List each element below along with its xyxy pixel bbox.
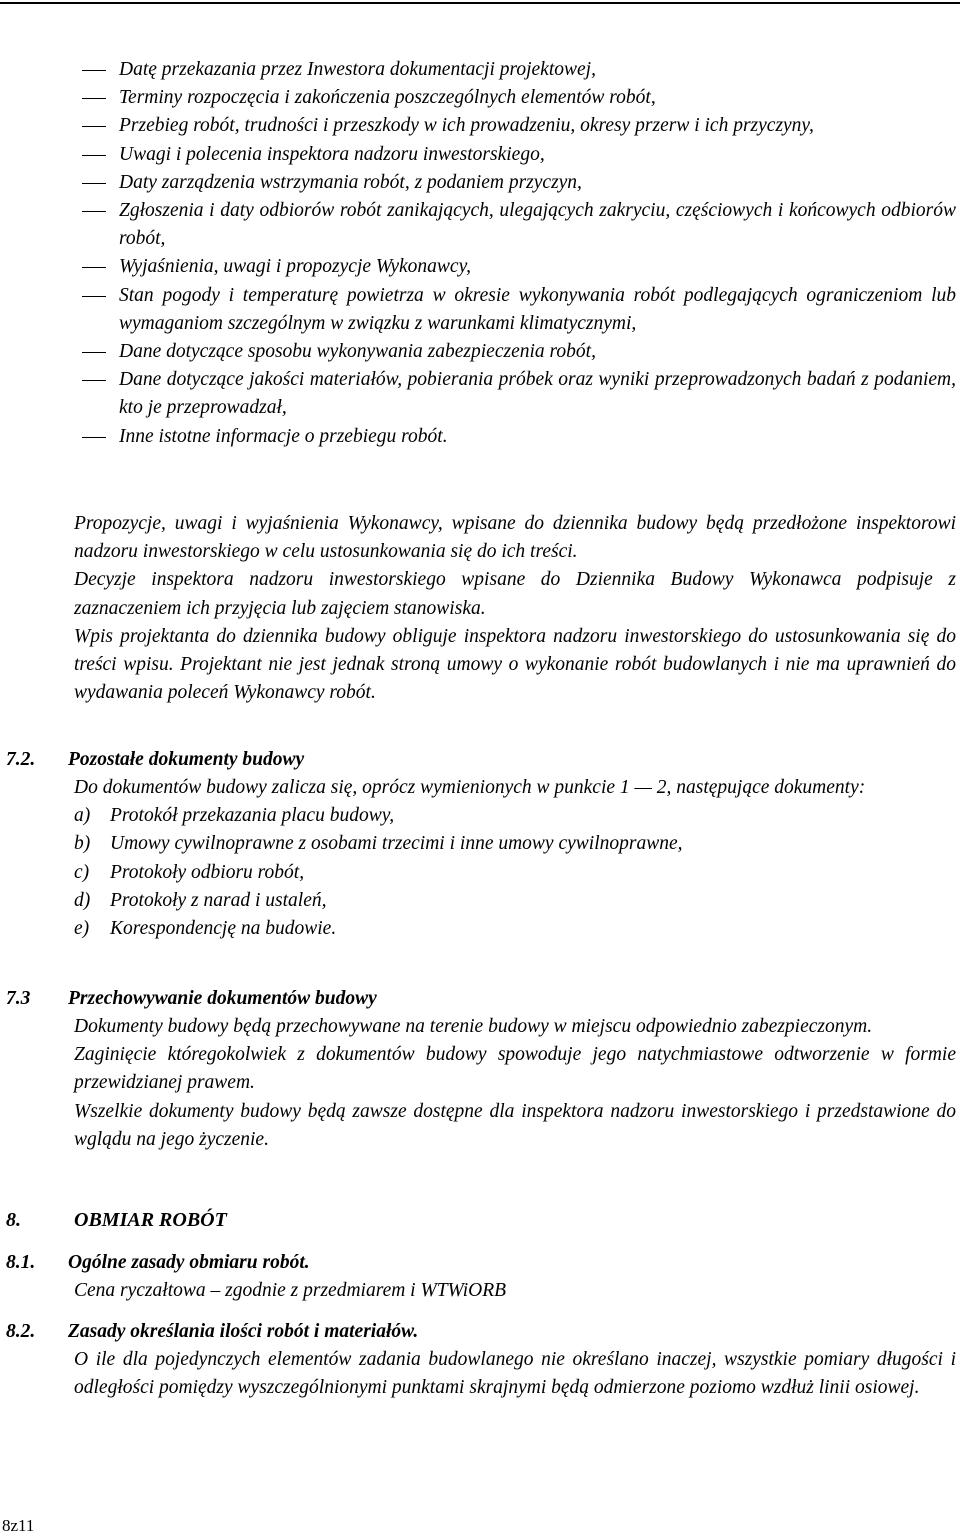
section-number: 8. [6,1209,21,1231]
section-number: 7.3 [6,988,31,1009]
diary-entries-list [82,56,956,451]
section-title: OBMIAR ROBÓT [74,1209,227,1231]
section-intro: Do dokumentów budowy zalicza się, oprócz wymienionych w punkcie 1 — 2, następujące dokumenty: [74,777,866,798]
section-title: Przechowywanie dokumentów budowy [68,988,377,1009]
list-item: Zgłoszenia i daty odbiorów robót zanikających, ulegających zakryciu, częściowych i końcowych odbiorów robót, [82,197,956,253]
section-8-1-heading [6,1249,310,1277]
paragraph: Propozycje, uwagi i wyjaśnienia Wykonawcy, wpisane do dziennika budowy będą przedłożone inspektorowi nadzoru inwestorskiego w celu ustosunkowania się do ich treści. [74,513,956,563]
list-item: Stan pogody i temperaturę powietrza w okresie wykonywania robót podlegających ograniczeniom lub wymaganiom szczególnym w związku z warunkami klimatycznymi, [82,282,956,338]
list-item: Inne istotne informacje o przebiegu robót. [82,423,956,451]
page-number: 8z11 [2,1516,35,1535]
list-item: d) Protokoły z narad i ustaleń, [74,889,327,911]
list-item: c) Protokoły odbioru robót, [74,861,305,883]
section-title: Pozostałe dokumenty budowy [68,749,305,770]
paragraph: Zaginięcie któregokolwiek z dokumentów budowy spowoduje jego natychmiastowe odtworzenie w formie przewidzianej prawem. [74,1044,956,1094]
paragraph: Wszelkie dokumenty budowy będą zawsze dostępne dla inspektora nadzoru inwestorskiego i przedstawione do wglądu na jego życzenie. [74,1100,956,1150]
paragraph: Wpis projektanta do dziennika budowy obliguje inspektora nadzoru inwestorskiego do ustosunkowania się do treści wpisu. Projektant nie jest jednak stroną umowy o wykonanie robót budowlanych i nie ma uprawnień do wydawania poleceń Wykonawcy robót. [74,625,956,704]
section-number: 7.2. [6,749,36,770]
section-7-3-body [74,1013,956,1154]
section-8-2-body [74,1346,956,1402]
section-number: 8.2. [6,1321,36,1342]
list-item: Datę przekazania przez Inwestora dokumentacji projektowej, [82,56,956,84]
list-item: e) Korespondencję na budowie. [74,918,337,940]
section-7-2-heading [6,746,304,774]
list-item: a) Protokół przekazania placu budowy, [74,805,395,827]
section-7-2-body [74,774,956,943]
list-item: Daty zarządzenia wstrzymania robót, z podaniem przyczyn, [82,169,956,197]
list-item: Dane dotyczące sposobu wykonywania zabezpieczenia robót, [82,338,956,366]
list-item: b) Umowy cywilnoprawne z osobami trzecimi i inne umowy cywilnoprawne, [74,833,683,855]
section-7-3-heading [6,985,377,1013]
list-item: Terminy rozpoczęcia i zakończenia poszczególnych elementów robót, [82,84,956,112]
section-number: 8.1. [6,1252,36,1273]
list-item: Dane dotyczące jakości materiałów, pobierania próbek oraz wyniki przeprowadzonych badań z podaniem, kto je przeprowadzał, [82,366,956,422]
top-rule [0,2,960,4]
section-8-heading [6,1206,227,1234]
section-8-2-heading [6,1318,418,1346]
section-8-1-body [74,1277,956,1305]
documents-list [74,802,956,943]
section-title: Zasady określania ilości robót i materiałów. [68,1321,419,1342]
paragraph: Dokumenty budowy będą przechowywane na terenie budowy w miejscu odpowiednio zabezpieczonym. [74,1016,873,1037]
list-item: Uwagi i polecenia inspektora nadzoru inwestorskiego, [82,141,956,169]
paragraph: Decyzje inspektora nadzoru inwestorskiego wpisane do Dziennika Budowy Wykonawca podpisuje z zaznaczeniem ich przyjęcia lub zajęciem stanowiska. [74,569,956,619]
paragraph: O ile dla pojedynczych elementów zadania budowlanego nie określano inaczej, wszystkie pomiary długości i odległości pomiędzy wyszczególnionymi punktami skrajnymi będą odmierzone poziomo wzdłuż linii osiowej. [74,1349,956,1399]
diary-paragraphs [74,510,956,707]
section-title: Ogólne zasady obmiaru robót. [68,1252,310,1273]
paragraph: Cena ryczałtowa – zgodnie z przedmiarem i WTWiORB [74,1280,507,1301]
list-item: Wyjaśnienia, uwagi i propozycje Wykonawcy, [82,253,956,281]
list-item: Przebieg robót, trudności i przeszkody w ich prowadzeniu, okresy przerw i ich przyczyny, [82,112,956,140]
